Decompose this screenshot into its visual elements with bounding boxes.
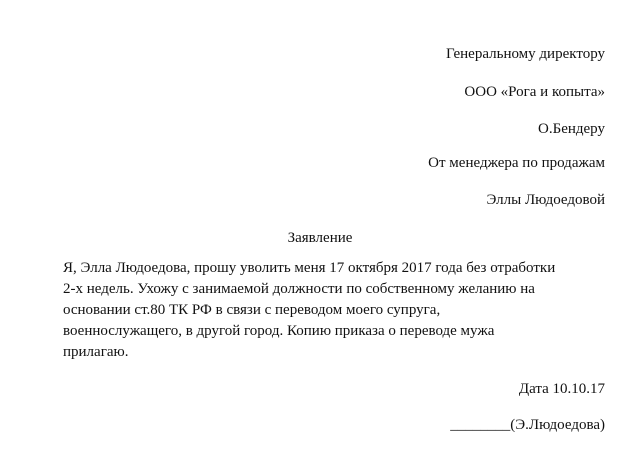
body-line: Я, Элла Людоедова, прошу уволить меня 17 октября 2017 года без отработки bbox=[63, 260, 556, 276]
body-line: военнослужащего, в другой город. Копию приказа о переводе мужа bbox=[63, 323, 495, 339]
addressee-position: Генеральному директору bbox=[445, 46, 605, 62]
application-body bbox=[63, 258, 618, 363]
company-name: ООО «Рога и копыта» bbox=[464, 84, 605, 100]
addressee-name: О.Бендеру bbox=[538, 121, 605, 137]
body-line: основании ст.80 ТК РФ в связи с переводом моего супруга, bbox=[63, 302, 441, 318]
date-line: Дата 10.10.17 bbox=[518, 381, 605, 397]
body-line: 2-х недель. Ухожу с занимаемой должности по собственному желанию на bbox=[63, 281, 535, 297]
document-title: Заявление bbox=[287, 230, 353, 246]
sender-position: От менеджера по продажам bbox=[428, 155, 605, 171]
sender-name: Эллы Людоедовой bbox=[486, 192, 605, 208]
signature-line: ________(Э.Людоедова) bbox=[450, 417, 605, 433]
body-line: прилагаю. bbox=[63, 344, 129, 360]
